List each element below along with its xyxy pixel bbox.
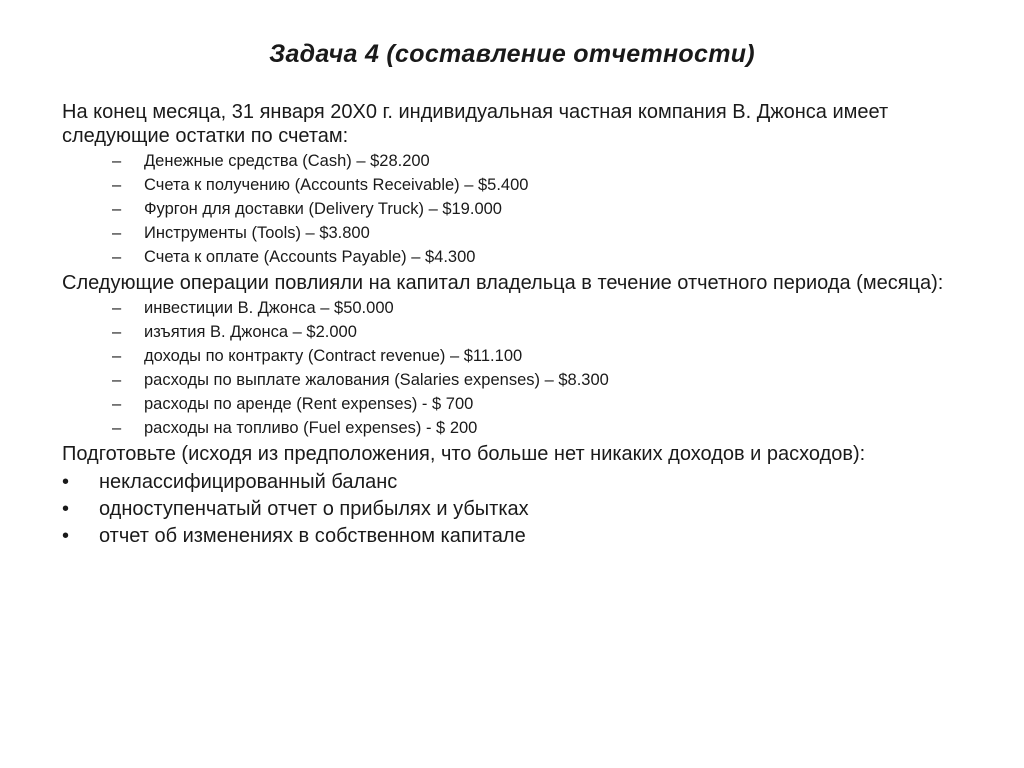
list-item [62, 173, 962, 197]
list-item [62, 320, 962, 344]
list-item [62, 149, 962, 173]
list-item-text: Счета к получению (Accounts Receivable) – $5.400 [144, 176, 529, 194]
dash-marker: – [112, 224, 122, 242]
dash-marker: – [112, 347, 122, 365]
tasks-list [62, 469, 962, 550]
list-item-text: расходы по аренде (Rent expenses) - $ 700 [144, 395, 474, 413]
list-item-text: отчет об изменениях в собственном капитале [99, 525, 526, 547]
list-item-text: одноступенчатый отчет о прибылях и убытках [99, 498, 529, 520]
dash-marker: – [112, 152, 122, 170]
task-paragraph: Подготовьте (исходя из предположения, что больше нет никаких доходов и расходов): [62, 443, 866, 465]
list-item-text: доходы по контракту (Contract revenue) – $11.100 [144, 347, 523, 365]
dash-marker: – [112, 323, 122, 341]
list-item [62, 392, 962, 416]
dash-marker: – [112, 299, 122, 317]
dash-marker: – [112, 176, 122, 194]
slide-title: Задача 4 (составление отчетности) [269, 40, 755, 68]
list-item-text: Инструменты (Tools) – $3.800 [144, 224, 370, 242]
dash-marker: – [112, 371, 122, 389]
dash-marker: – [112, 200, 122, 218]
dash-marker: – [112, 248, 122, 266]
list-item [62, 221, 962, 245]
list-item-text: неклассифицированный баланс [99, 471, 398, 493]
balances-list [62, 149, 962, 269]
list-item [62, 344, 962, 368]
dash-marker: – [112, 419, 122, 437]
list-item [62, 245, 962, 269]
list-item [62, 368, 962, 392]
dash-marker: – [112, 395, 122, 413]
list-item-text: расходы на топливо (Fuel expenses) - $ 200 [144, 419, 478, 437]
list-item [62, 197, 962, 221]
bullet-marker: • [62, 471, 70, 493]
list-item-text: Денежные средства (Cash) – $28.200 [144, 152, 430, 170]
list-item [62, 296, 962, 320]
operations-paragraph: Следующие операции повлияли на капитал владельца в течение отчетного периода (месяца): [62, 272, 944, 294]
list-item [62, 416, 962, 440]
intro-paragraph: На конец месяца, 31 января 20X0 г. индивидуальная частная компания В. Джонса имеет следующие остатки по счетам: [62, 101, 889, 147]
list-item [62, 496, 962, 523]
bullet-marker: • [62, 498, 70, 520]
slide-body [62, 100, 962, 550]
list-item-text: Фургон для доставки (Delivery Truck) – $19.000 [144, 200, 502, 218]
list-item-text: расходы по выплате жалования (Salaries expenses) – $8.300 [144, 371, 609, 389]
operations-list [62, 296, 962, 440]
list-item-text: Счета к оплате (Accounts Payable) – $4.300 [144, 248, 476, 266]
list-item-text: изъятия В. Джонса – $2.000 [144, 323, 357, 341]
bullet-marker: • [62, 525, 70, 547]
list-item [62, 469, 962, 496]
list-item-text: инвестиции В. Джонса – $50.000 [144, 299, 394, 317]
list-item [62, 523, 962, 550]
